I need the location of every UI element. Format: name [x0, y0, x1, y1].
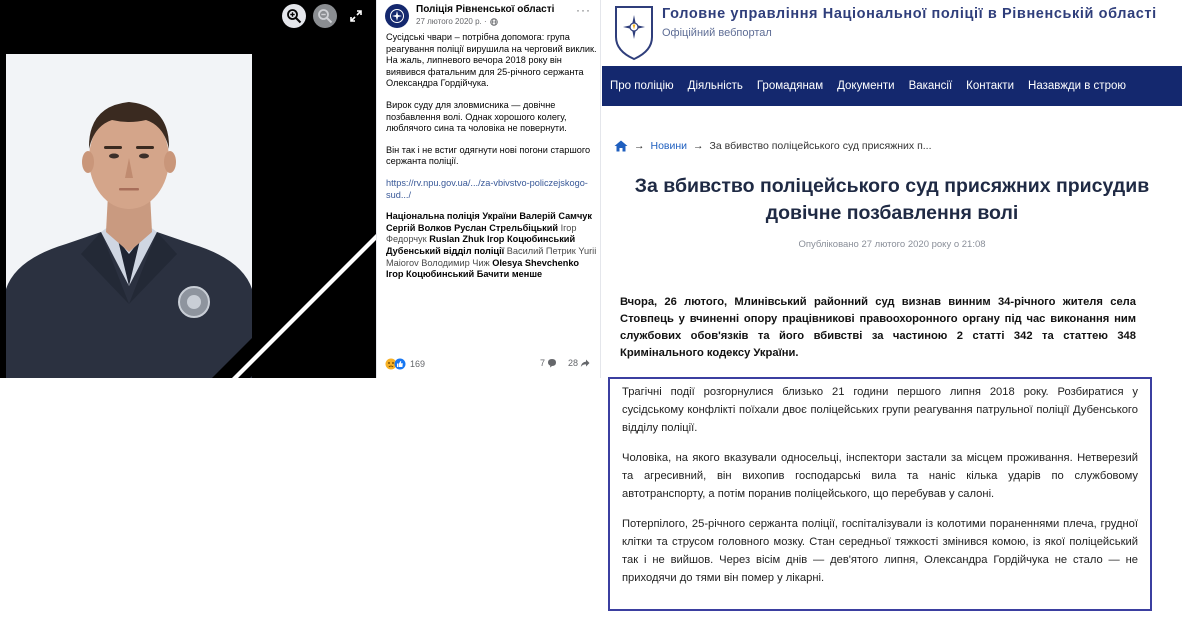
article-paragraph: Трагічні події розгорнулися близько 21 години першого липня 2018 року. Розбиратися у сусідському конфлікті поїхали двоє поліцейських групи реагування патрульної поліції Дубенського відділу поліції.	[622, 386, 1138, 434]
page-name-link[interactable]: Поліція Рівненської області	[416, 4, 555, 15]
nav-vacancies[interactable]: Вакансії	[908, 80, 953, 92]
tagged-people	[386, 211, 598, 281]
breadcrumb-current: За вбивство поліцейського суд присяжних п...	[709, 140, 932, 152]
site-title[interactable]: Головне управління Національної поліції в Рівненській області	[662, 6, 1157, 22]
article-paragraph: Чоловіка, на якого вказували односельці, інспектори застали за місцем проживання. Нетверезий та агресивний, він вихопив господарські вила та наніс кілька ударів по службовому автотранспорту, а потім поранив поліцейського, що перебував у салоні.	[622, 452, 1138, 500]
tag-link[interactable]: Olesya Shevchenko	[492, 257, 580, 268]
tag-link[interactable]: Ігор Федорчук	[386, 222, 577, 245]
nav-documents[interactable]: Документи	[837, 80, 895, 92]
highlighted-excerpt	[608, 377, 1152, 611]
post-paragraph: Він так і не встиг одягнути нові погони старшого сержанта поліції.	[386, 144, 591, 167]
post-paragraph: Сусідські чвари – потрібна допомога: група реагування поліції вирушила на черговий виклик. На жаль, липневого вечора 2018 року він виявився фатальним для 25-річного сержанта Олександра Гордійчука.	[386, 32, 597, 89]
officer-portrait	[6, 54, 252, 378]
photo-viewer	[0, 0, 376, 378]
zoom-out-icon	[317, 8, 333, 24]
article-link[interactable]: https://rv.npu.gov.ua/.../za-vbivstvo-policzejskogo-sud.../	[386, 177, 588, 200]
comment-icon	[547, 358, 557, 368]
home-icon[interactable]	[614, 140, 628, 152]
tag-link[interactable]: Ігор Коцюбинський	[386, 269, 475, 280]
shares-count: 28	[568, 358, 579, 368]
nav-contacts[interactable]: Контакти	[966, 80, 1015, 92]
main-navigation	[602, 66, 1182, 106]
police-shield-logo[interactable]	[612, 3, 656, 61]
portrait-illustration	[6, 54, 252, 378]
reactions-count: 169	[410, 359, 426, 369]
tag-link[interactable]: Василий Петрик	[506, 245, 576, 256]
publish-date: Опубліковано 27 лютого 2020 року о 21:08	[798, 239, 986, 250]
tag-link[interactable]: Руслан Стрельбіцький	[454, 222, 559, 233]
police-emblem-icon	[389, 8, 405, 24]
like-reaction-icon	[394, 358, 406, 370]
shares-count-button[interactable]	[568, 358, 590, 368]
tag-link[interactable]: Ruslan Zhuk	[429, 234, 485, 245]
breadcrumb-news[interactable]: Новини	[650, 140, 688, 152]
site-header	[602, 0, 1182, 64]
tag-link[interactable]: Дубенський відділ поліції	[386, 245, 505, 256]
tag-link[interactable]: Валерій Самчук	[519, 211, 593, 222]
breadcrumb	[614, 140, 932, 152]
police-website	[602, 0, 1182, 620]
post-options-button[interactable]: ···	[576, 3, 591, 17]
site-subtitle: Офіційний вебпортал	[662, 27, 772, 39]
share-icon	[580, 358, 590, 368]
page-avatar[interactable]	[385, 4, 409, 28]
post-date-text: 27 лютого 2020 р. ·	[416, 17, 487, 26]
nav-about-police[interactable]: Про поліцію	[610, 80, 674, 92]
comments-count: 7	[540, 358, 546, 368]
post-body	[386, 32, 598, 291]
tag-link[interactable]: Ігор Коцюбинський	[486, 234, 576, 245]
zoom-in-button[interactable]	[282, 4, 306, 28]
breadcrumb-separator: →	[634, 140, 645, 152]
globe-icon	[490, 18, 498, 26]
tag-link[interactable]: Yurii Maiorov	[386, 245, 597, 268]
tag-link[interactable]: Сергій Волков	[386, 222, 452, 233]
see-less-link[interactable]: Бачити менше	[476, 269, 543, 280]
breadcrumb-separator: →	[693, 140, 704, 152]
post-paragraph: Вирок суду для зловмисника — довічне позбавлення волі. Однак хорошого колегу, люблячого сина та чоловіка не повернути.	[386, 99, 567, 134]
zoom-out-button[interactable]	[313, 4, 337, 28]
reaction-icons	[385, 358, 406, 370]
nav-citizens[interactable]: Громадянам	[756, 80, 824, 92]
article-lead: Вчора, 26 лютого, Млинівський районний суд визнав винним 34-річного жителя села Стовпець у вчиненні опору працівникові правоохоронного органу під час виконання ним службових обов'язків та його вбивстві за частиною 2 статті 342 та статтею 348 Кримінального кодексу України.	[620, 296, 1136, 359]
fullscreen-button[interactable]	[344, 4, 368, 28]
zoom-in-icon	[286, 8, 302, 24]
nav-activity[interactable]: Діяльність	[687, 80, 743, 92]
post-date[interactable]	[416, 17, 498, 26]
article-paragraph: Потерпілого, 25-річного сержанта поліції, госпіталізували із колотими пораненнями плеча, грудної клітки та струсом головного мозку. Стан середньої тяжкості змінився комою, із якої поліцейський так і не вийшов. Через вісім днів — дев'ятого липня, Олександра Гордійчука не стало — не приходячи до тями він помер у лікарні.	[622, 518, 1138, 584]
facebook-post	[376, 0, 601, 378]
tag-link[interactable]: Національна поліція України	[386, 211, 517, 222]
comments-count-button[interactable]	[540, 358, 557, 368]
article-headline: За вбивство поліцейського суд присяжних присудив довічне позбавлення волі	[634, 175, 1150, 224]
expand-icon	[349, 9, 363, 23]
nav-forever-in-service[interactable]: Назавжди в строю	[1028, 80, 1126, 92]
reactions-summary[interactable]	[385, 358, 595, 370]
tag-link[interactable]: Володимир Чиж	[421, 257, 490, 268]
